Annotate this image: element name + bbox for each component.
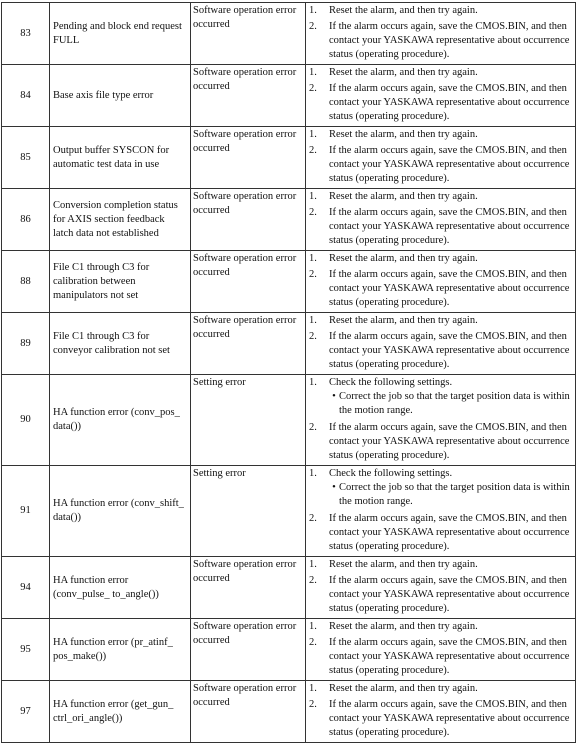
table-row xyxy=(2,619,576,681)
remedy-step xyxy=(308,620,571,634)
step-number: 1. xyxy=(309,468,317,479)
step-content xyxy=(329,128,571,142)
alarm-code: 94 xyxy=(2,557,50,619)
step-number: 2. xyxy=(309,637,317,648)
remedy-step xyxy=(308,314,571,328)
step-text: If the alarm occurs again, save the CMOS.BIN, and then contact your YASKAWA representative about occurrence status (operating procedure). xyxy=(329,269,570,308)
step-content xyxy=(329,190,571,204)
alarm-code: 85 xyxy=(2,127,50,189)
remedy-step xyxy=(308,206,571,248)
alarm-code: 83 xyxy=(2,3,50,65)
alarm-remedy xyxy=(306,466,576,557)
table-row xyxy=(2,466,576,557)
alarm-description: Pending and block end request FULL xyxy=(50,3,191,65)
table-row xyxy=(2,313,576,375)
remedy-step xyxy=(308,20,571,62)
step-text: Reset the alarm, and then try again. xyxy=(329,67,478,78)
remedy-step xyxy=(308,330,571,372)
step-text: Reset the alarm, and then try again. xyxy=(329,315,478,326)
table-row xyxy=(2,681,576,743)
step-number: 2. xyxy=(309,699,317,710)
step-number: 1. xyxy=(309,683,317,694)
step-content xyxy=(329,620,571,634)
alarm-code: 97 xyxy=(2,681,50,743)
step-number: 2. xyxy=(309,331,317,342)
table-row xyxy=(2,65,576,127)
alarm-remedy xyxy=(306,189,576,251)
step-text: Reset the alarm, and then try again. xyxy=(329,191,478,202)
remedy-step xyxy=(308,467,571,510)
step-number: 1. xyxy=(309,253,317,264)
alarm-cause: Software operation error occurred xyxy=(191,3,306,65)
step-number: 2. xyxy=(309,83,317,94)
step-content xyxy=(329,20,571,62)
step-content xyxy=(329,144,571,186)
step-content xyxy=(329,574,571,616)
step-number: 1. xyxy=(309,5,317,16)
alarm-cause: Setting error xyxy=(191,466,306,557)
remedy-step xyxy=(308,144,571,186)
alarm-code: 88 xyxy=(2,251,50,313)
step-text: If the alarm occurs again, save the CMOS.BIN, and then contact your YASKAWA representative about occurrence status (operating procedure). xyxy=(329,513,570,552)
remedy-step xyxy=(308,66,571,80)
remedy-step xyxy=(308,268,571,310)
alarm-cause: Software operation error occurred xyxy=(191,313,306,375)
step-number: 1. xyxy=(309,621,317,632)
alarm-description: File C1 through C3 for calibration between manipulators not set xyxy=(50,251,191,313)
alarm-cause: Software operation error occurred xyxy=(191,619,306,681)
step-text: Check the following settings. xyxy=(329,468,453,479)
alarm-cause: Software operation error occurred xyxy=(191,681,306,743)
alarm-remedy xyxy=(306,251,576,313)
alarm-code: 91 xyxy=(2,466,50,557)
step-bullet xyxy=(329,390,571,418)
table-row xyxy=(2,251,576,313)
alarm-description: Conversion completion status for AXIS section feedback latch data not established xyxy=(50,189,191,251)
step-content xyxy=(329,252,571,266)
alarm-cause: Setting error xyxy=(191,375,306,466)
alarm-remedy xyxy=(306,681,576,743)
step-text: If the alarm occurs again, save the CMOS.BIN, and then contact your YASKAWA representative about occurrence status (operating procedure). xyxy=(329,575,570,614)
alarm-remedy xyxy=(306,557,576,619)
alarm-remedy xyxy=(306,619,576,681)
step-text: Reset the alarm, and then try again. xyxy=(329,683,478,694)
step-content xyxy=(329,268,571,310)
table-row xyxy=(2,375,576,466)
step-text: Reset the alarm, and then try again. xyxy=(329,559,478,570)
alarm-code: 84 xyxy=(2,65,50,127)
remedy-step xyxy=(308,682,571,696)
table-row xyxy=(2,189,576,251)
alarm-cause: Software operation error occurred xyxy=(191,189,306,251)
alarm-description: HA function error (pr_atinf_ pos_make()) xyxy=(50,619,191,681)
alarm-cause: Software operation error occurred xyxy=(191,65,306,127)
step-number: 1. xyxy=(309,129,317,140)
step-number: 1. xyxy=(309,559,317,570)
step-number: 2. xyxy=(309,269,317,280)
alarm-description: Base axis file type error xyxy=(50,65,191,127)
remedy-step xyxy=(308,128,571,142)
alarm-cause: Software operation error occurred xyxy=(191,127,306,189)
step-number: 2. xyxy=(309,422,317,433)
step-content xyxy=(329,4,571,18)
step-number: 1. xyxy=(309,315,317,326)
step-text: Reset the alarm, and then try again. xyxy=(329,129,478,140)
alarm-description: HA function error (conv_pos_ data()) xyxy=(50,375,191,466)
step-text: If the alarm occurs again, save the CMOS.BIN, and then contact your YASKAWA representative about occurrence status (operating procedure). xyxy=(329,145,570,184)
step-content xyxy=(329,376,571,419)
step-text: If the alarm occurs again, save the CMOS.BIN, and then contact your YASKAWA representative about occurrence status (operating procedure). xyxy=(329,422,570,461)
table-row xyxy=(2,3,576,65)
step-content xyxy=(329,66,571,80)
remedy-step xyxy=(308,4,571,18)
step-content xyxy=(329,314,571,328)
step-number: 1. xyxy=(309,191,317,202)
step-content xyxy=(329,82,571,124)
step-content xyxy=(329,467,571,510)
step-number: 2. xyxy=(309,575,317,586)
remedy-step xyxy=(308,636,571,678)
alarm-description: File C1 through C3 for conveyor calibration not set xyxy=(50,313,191,375)
alarm-table xyxy=(1,2,576,743)
alarm-code: 86 xyxy=(2,189,50,251)
alarm-code: 90 xyxy=(2,375,50,466)
step-content xyxy=(329,682,571,696)
step-text: If the alarm occurs again, save the CMOS.BIN, and then contact your YASKAWA representative about occurrence status (operating procedure). xyxy=(329,207,570,246)
remedy-step xyxy=(308,421,571,463)
step-text: If the alarm occurs again, save the CMOS.BIN, and then contact your YASKAWA representative about occurrence status (operating procedure). xyxy=(329,699,570,738)
alarm-remedy xyxy=(306,65,576,127)
alarm-description: HA function error (conv_shift_ data()) xyxy=(50,466,191,557)
step-bullet xyxy=(329,481,571,509)
remedy-step xyxy=(308,82,571,124)
alarm-remedy xyxy=(306,375,576,466)
bullet-text: Correct the job so that the target position data is within the motion range. xyxy=(339,391,570,416)
step-content xyxy=(329,330,571,372)
step-content xyxy=(329,558,571,572)
remedy-step xyxy=(308,190,571,204)
step-text: Reset the alarm, and then try again. xyxy=(329,253,478,264)
remedy-step xyxy=(308,558,571,572)
bullet-dot-icon: • xyxy=(332,482,336,493)
step-content xyxy=(329,512,571,554)
step-number: 2. xyxy=(309,513,317,524)
step-text: If the alarm occurs again, save the CMOS.BIN, and then contact your YASKAWA representative about occurrence status (operating procedure). xyxy=(329,637,570,676)
step-content xyxy=(329,636,571,678)
step-content xyxy=(329,206,571,248)
remedy-step xyxy=(308,512,571,554)
alarm-remedy xyxy=(306,313,576,375)
step-text: If the alarm occurs again, save the CMOS.BIN, and then contact your YASKAWA representative about occurrence status (operating procedure). xyxy=(329,83,570,122)
bullet-dot-icon: • xyxy=(332,391,336,402)
step-text: Reset the alarm, and then try again. xyxy=(329,621,478,632)
step-number: 1. xyxy=(309,67,317,78)
step-text: If the alarm occurs again, save the CMOS.BIN, and then contact your YASKAWA representative about occurrence status (operating procedure). xyxy=(329,331,570,370)
alarm-code: 95 xyxy=(2,619,50,681)
remedy-step xyxy=(308,376,571,419)
alarm-cause: Software operation error occurred xyxy=(191,251,306,313)
remedy-step xyxy=(308,698,571,740)
alarm-description: HA function error (get_gun_ ctrl_ori_angle()) xyxy=(50,681,191,743)
alarm-remedy xyxy=(306,127,576,189)
alarm-remedy xyxy=(306,3,576,65)
step-text: Reset the alarm, and then try again. xyxy=(329,5,478,16)
table-row xyxy=(2,127,576,189)
bullet-text: Correct the job so that the target position data is within the motion range. xyxy=(339,482,570,507)
step-text: Check the following settings. xyxy=(329,377,453,388)
step-number: 1. xyxy=(309,377,317,388)
alarm-description: Output buffer SYSCON for automatic test data in use xyxy=(50,127,191,189)
alarm-code: 89 xyxy=(2,313,50,375)
alarm-table-body xyxy=(2,3,576,743)
step-text: If the alarm occurs again, save the CMOS.BIN, and then contact your YASKAWA representative about occurrence status (operating procedure). xyxy=(329,21,570,60)
table-row xyxy=(2,557,576,619)
step-number: 2. xyxy=(309,207,317,218)
remedy-step xyxy=(308,252,571,266)
alarm-description: HA function error (conv_pulse_ to_angle()) xyxy=(50,557,191,619)
step-content xyxy=(329,421,571,463)
alarm-cause: Software operation error occurred xyxy=(191,557,306,619)
remedy-step xyxy=(308,574,571,616)
step-number: 2. xyxy=(309,21,317,32)
step-content xyxy=(329,698,571,740)
step-number: 2. xyxy=(309,145,317,156)
